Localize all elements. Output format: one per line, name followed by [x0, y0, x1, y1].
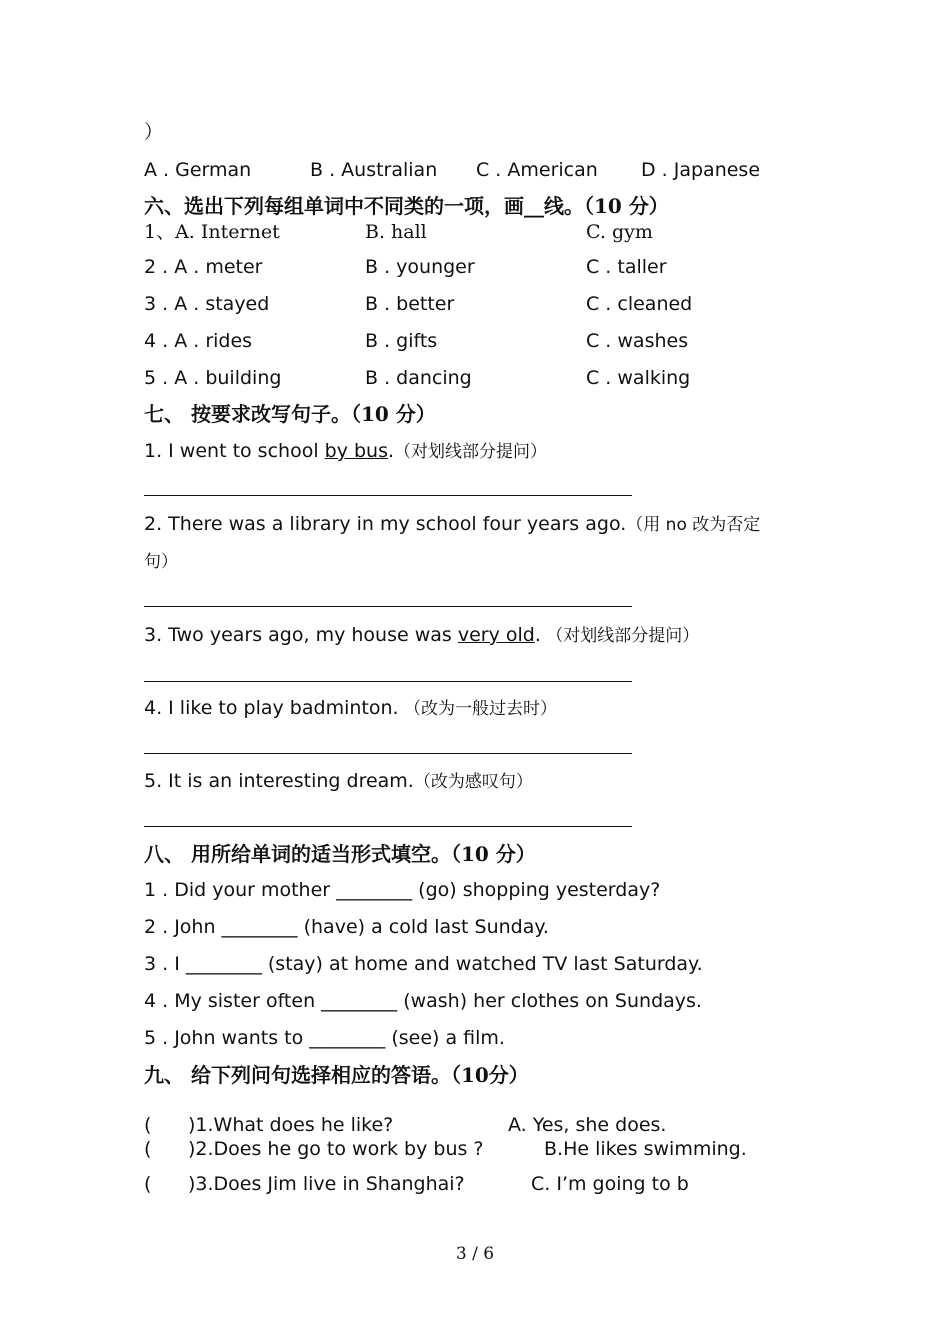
answer-line-3[interactable] [144, 681, 632, 682]
row-2-col-a: 2 . A . meter [144, 256, 263, 278]
fill-item-1: 1 . Did your mother ________ (go) shopping yesterday? [144, 879, 661, 901]
match-row-3-question: )3.Does Jim live in Shanghai? [188, 1173, 465, 1195]
rewrite-q1 [144, 439, 547, 464]
rewrite-q3-underlined: very old [457, 624, 535, 646]
rewrite-q2-text: 2. There was a library in my school four years ago. [144, 513, 627, 535]
rewrite-q2-instruction-cont: 句） [144, 552, 178, 572]
match-row-1-answer: A. Yes, she does. [508, 1114, 667, 1136]
row-4-col-b: B . gifts [365, 330, 438, 352]
match-row-2-question: )2.Does he go to work by bus ? [188, 1138, 484, 1160]
rewrite-q3-end: . [534, 624, 541, 646]
match-row-1-paren[interactable]: ( [144, 1114, 152, 1136]
row-2-col-b: B . younger [365, 256, 475, 278]
rewrite-q1-end: . [388, 440, 395, 462]
rewrite-q4-instruction: （改为一般过去时） [398, 699, 557, 719]
section-8-title: 八、 用所给单词的适当形式填空。（10 分） [144, 842, 536, 866]
row-1-col-c: C. gym [586, 221, 653, 243]
rewrite-q4 [144, 696, 557, 721]
rewrite-q5 [144, 769, 533, 794]
section-9-title: 九、 给下列问句选择相应的答语。（10分） [144, 1063, 529, 1087]
rewrite-q5-instruction: （改为感叹句） [413, 772, 533, 792]
option-c: C . American [476, 159, 598, 181]
row-2-col-c: C . taller [586, 256, 667, 278]
rewrite-q3-instruction: （对划线部分提问） [540, 626, 700, 646]
fill-item-4: 4 . My sister often ________ (wash) her clothes on Sundays. [144, 990, 702, 1012]
prev-question-paren: ） [144, 121, 164, 143]
rewrite-q1-instruction: （对划线部分提问） [394, 442, 548, 462]
fill-item-2: 2 . John ________ (have) a cold last Sunday. [144, 916, 549, 938]
row-1-col-a: 1、A. Internet [144, 221, 280, 243]
rewrite-q4-text: 4. I like to play badminton. [144, 697, 399, 719]
match-row-1-question: )1.What does he like? [188, 1114, 394, 1136]
match-row-2-paren[interactable]: ( [144, 1138, 152, 1160]
row-3-col-c: C . cleaned [586, 293, 693, 315]
row-1-col-b: B. hall [365, 221, 427, 243]
rewrite-q3-text: 3. Two years ago, my house was [144, 624, 458, 646]
rewrite-q2-instruction: （用 no 改为否定 [626, 515, 761, 535]
row-5-col-c: C . walking [586, 367, 691, 389]
rewrite-q1-underlined: by bus [324, 440, 388, 462]
answer-line-5[interactable] [144, 826, 632, 827]
row-5-col-a: 5 . A . building [144, 367, 282, 389]
row-4-col-c: C . washes [586, 330, 689, 352]
option-a: A . German [144, 159, 252, 181]
fill-item-5: 5 . John wants to ________ (see) a film. [144, 1027, 505, 1049]
answer-line-1[interactable] [144, 495, 632, 496]
row-4-col-a: 4 . A . rides [144, 330, 253, 352]
answer-line-4[interactable] [144, 753, 632, 754]
fill-item-3: 3 . I ________ (stay) at home and watched TV last Saturday. [144, 953, 703, 975]
rewrite-q2 [144, 512, 760, 537]
match-row-3-paren[interactable]: ( [144, 1173, 152, 1195]
rewrite-q3 [144, 623, 699, 648]
option-d: D . Japanese [641, 159, 761, 181]
row-3-col-b: B . better [365, 293, 455, 315]
answer-line-2[interactable] [144, 606, 632, 607]
section-7-title: 七、 按要求改写句子。（10 分） [144, 402, 436, 426]
page-number: 3 / 6 [455, 1244, 495, 1264]
match-row-2-answer: B.He likes swimming. [544, 1138, 747, 1160]
section-6-title: 六、选出下列每组单词中不同类的一项，画__线。（10 分） [144, 194, 669, 218]
rewrite-q1-text: 1. I went to school [144, 440, 325, 462]
option-b: B . Australian [310, 159, 438, 181]
match-row-3-answer: C. I’m going to b [531, 1173, 689, 1195]
row-3-col-a: 3 . A . stayed [144, 293, 270, 315]
rewrite-q5-text: 5. It is an interesting dream. [144, 770, 414, 792]
row-5-col-b: B . dancing [365, 367, 472, 389]
